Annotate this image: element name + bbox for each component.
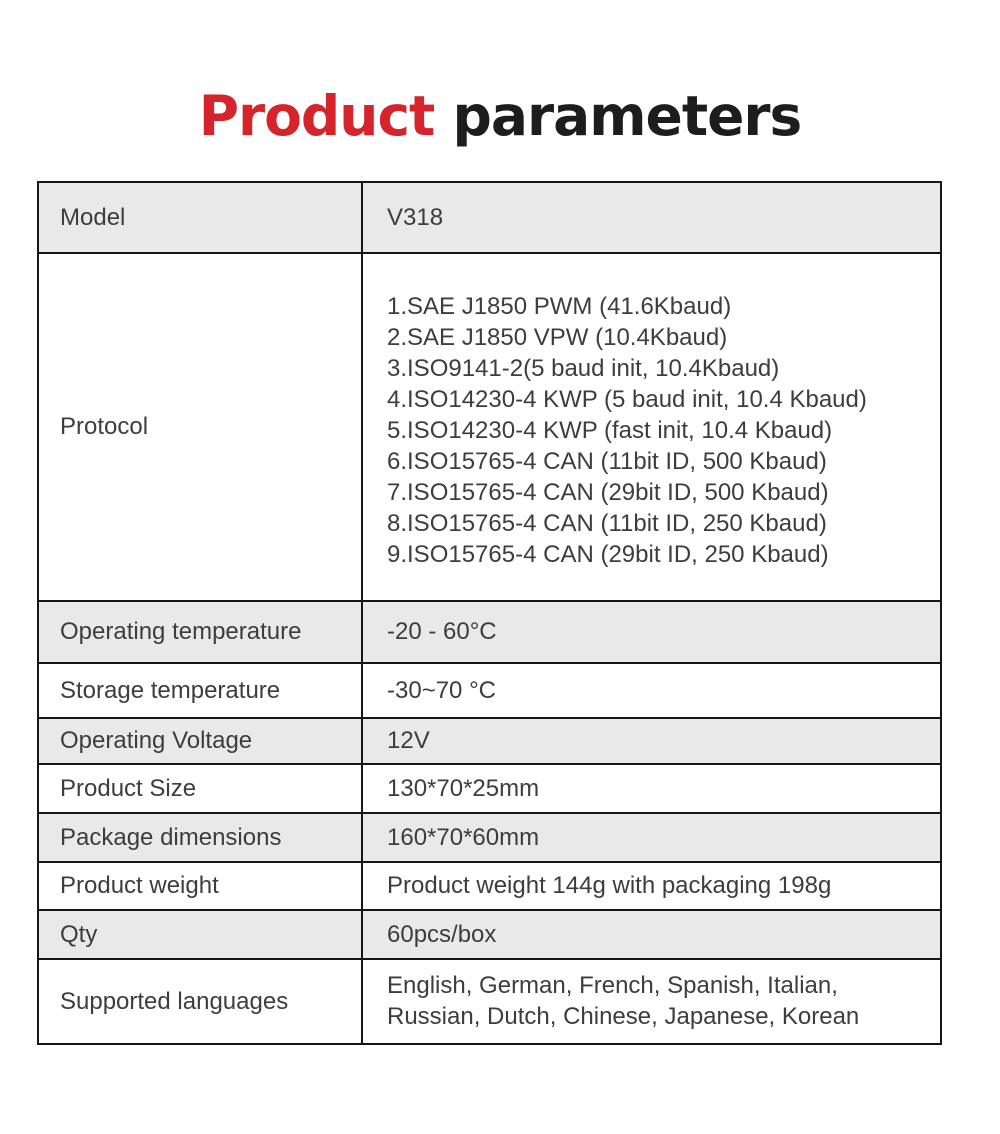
row-value	[362, 253, 941, 601]
value-line: -30~70 °C	[387, 676, 496, 704]
table-row-protocol	[38, 253, 941, 601]
table-body	[38, 182, 941, 1044]
value-line: English, German, French, Spanish, Italian,	[387, 972, 838, 999]
row-value	[362, 862, 941, 910]
value-line: 160*70*60mm	[387, 823, 540, 851]
table-row-product-size	[38, 764, 941, 813]
value-line: 8.ISO15765-4 CAN (11bit ID, 250 Kbaud)	[387, 509, 827, 537]
row-value	[362, 718, 941, 764]
row-value	[362, 764, 941, 813]
value-line: 5.ISO14230-4 KWP (fast init, 10.4 Kbaud)	[387, 416, 833, 444]
value-line: 130*70*25mm	[387, 774, 540, 802]
product-parameters-table	[37, 181, 942, 1045]
row-label: Qty	[38, 910, 362, 959]
value-line: 12V	[387, 727, 430, 754]
row-label: Package dimensions	[38, 813, 362, 862]
row-value	[362, 663, 941, 718]
value-line: 3.ISO9141-2(5 baud init, 10.4Kbaud)	[387, 354, 780, 382]
value-line: V318	[387, 203, 444, 231]
value-line: 2.SAE J1850 VPW (10.4Kbaud)	[387, 323, 728, 351]
table-row-operating-temperature	[38, 601, 941, 663]
page-title-rest: parameters	[434, 84, 802, 148]
table-row-operating-voltage	[38, 718, 941, 764]
value-line: 4.ISO14230-4 KWP (5 baud init, 10.4 Kbaud)	[387, 385, 867, 413]
table-row-model	[38, 182, 941, 253]
value-line: 7.ISO15765-4 CAN (29bit ID, 500 Kbaud)	[387, 478, 829, 506]
row-label: Supported languages	[38, 959, 362, 1044]
row-label: Protocol	[38, 253, 362, 601]
table-row-package-dimensions	[38, 813, 941, 862]
row-label: Operating temperature	[38, 601, 362, 663]
row-label: Operating Voltage	[38, 718, 362, 764]
row-value	[362, 182, 941, 253]
table-row-product-weight	[38, 862, 941, 910]
row-label: Product Size	[38, 764, 362, 813]
table-row-qty	[38, 910, 941, 959]
page-title-accent: Product	[198, 84, 435, 148]
value-line: 1.SAE J1850 PWM (41.6Kbaud)	[387, 292, 732, 320]
row-value	[362, 601, 941, 663]
value-line: 9.ISO15765-4 CAN (29bit ID, 250 Kbaud)	[387, 540, 829, 568]
table-row-storage-temperature	[38, 663, 941, 718]
row-value	[362, 910, 941, 959]
value-line: Russian, Dutch, Chinese, Japanese, Korean	[387, 1003, 860, 1030]
row-value	[362, 813, 941, 862]
value-line: -20 - 60°C	[387, 618, 497, 645]
row-label: Product weight	[38, 862, 362, 910]
row-label: Storage temperature	[38, 663, 362, 718]
page-title	[0, 0, 1000, 147]
row-label: Model	[38, 182, 362, 253]
value-line: 6.ISO15765-4 CAN (11bit ID, 500 Kbaud)	[387, 447, 827, 475]
value-line: 60pcs/box	[387, 920, 497, 948]
row-value	[362, 959, 941, 1044]
value-line: Product weight 144g with packaging 198g	[387, 872, 832, 899]
table-row-supported-languages	[38, 959, 941, 1044]
